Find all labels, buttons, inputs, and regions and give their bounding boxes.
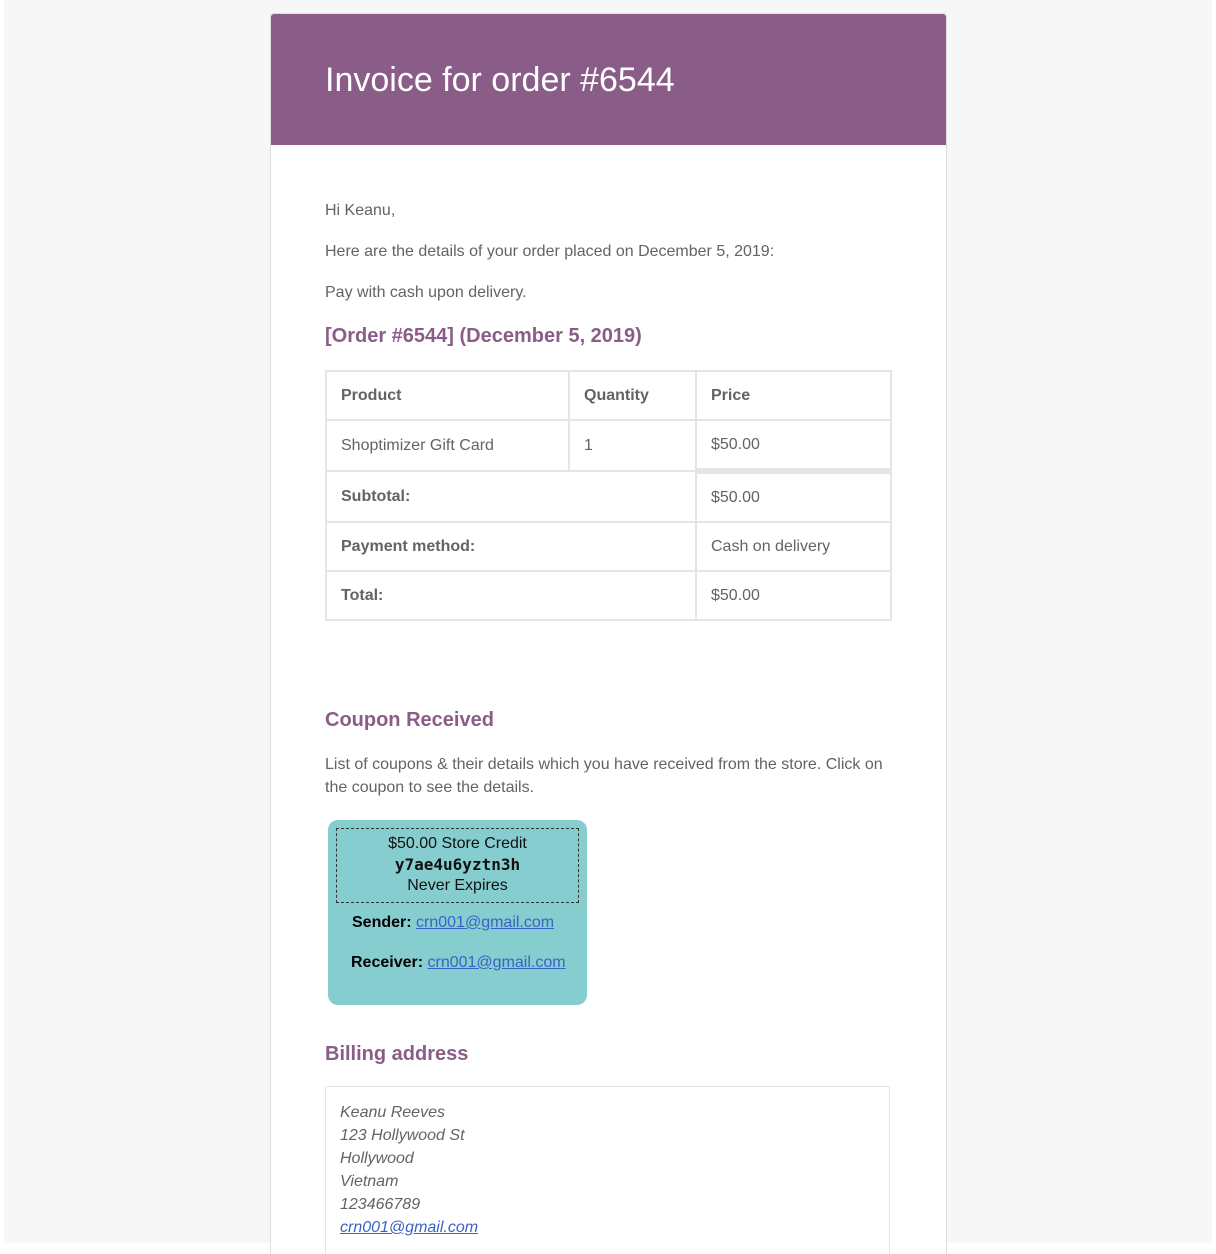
invoice-title: Invoice for order #6544 xyxy=(325,61,675,99)
order-heading: [Order #6544] (December 5, 2019) xyxy=(325,325,642,347)
payment-method-label: Payment method: xyxy=(326,522,696,571)
item-product: Shoptimizer Gift Card xyxy=(326,420,569,471)
coupon-details-box[interactable] xyxy=(336,828,579,903)
sender-label: Sender: xyxy=(352,914,412,931)
payment-note: Pay with cash upon delivery. xyxy=(325,284,527,301)
sender-email-link[interactable]: crn001@gmail.com xyxy=(416,914,555,931)
intro-text: Here are the details of your order placed on December 5, 2019: xyxy=(325,243,775,260)
col-header-quantity: Quantity xyxy=(569,371,696,420)
coupon-heading: Coupon Received xyxy=(325,709,494,731)
col-header-product: Product xyxy=(326,371,569,420)
billing-city: Hollywood xyxy=(340,1150,414,1167)
total-label: Total: xyxy=(326,571,696,620)
subtotal-row xyxy=(326,471,891,522)
billing-address-box xyxy=(325,1086,890,1254)
table-row xyxy=(326,420,891,471)
payment-method-row xyxy=(326,522,891,571)
billing-phone: 123466789 xyxy=(340,1196,421,1213)
item-quantity: 1 xyxy=(569,420,696,471)
email-card xyxy=(270,13,947,1254)
subtotal-value: $50.00 xyxy=(696,471,891,522)
coupon-card[interactable] xyxy=(328,820,587,1005)
table-header-row xyxy=(326,371,891,420)
greeting-text: Hi Keanu, xyxy=(325,202,396,219)
billing-email-link[interactable]: crn001@gmail.com xyxy=(340,1219,479,1236)
billing-heading: Billing address xyxy=(325,1043,469,1065)
total-row xyxy=(326,571,891,620)
receiver-label: Receiver: xyxy=(351,954,424,971)
billing-name: Keanu Reeves xyxy=(340,1104,445,1121)
coupon-amount: $50.00 Store Credit xyxy=(388,835,527,852)
coupon-receiver xyxy=(351,954,566,972)
coupon-code: y7ae4u6yztn3h xyxy=(394,855,521,874)
total-value: $50.00 xyxy=(696,571,891,620)
order-table xyxy=(325,370,892,621)
email-header xyxy=(271,14,946,145)
receiver-email-link[interactable]: crn001@gmail.com xyxy=(427,954,566,971)
subtotal-label: Subtotal: xyxy=(326,471,696,522)
coupon-expiry: Never Expires xyxy=(407,877,508,894)
billing-country: Vietnam xyxy=(340,1173,399,1190)
item-price: $50.00 xyxy=(696,420,891,471)
payment-method-value: Cash on delivery xyxy=(696,522,891,571)
coupon-description: List of coupons & their details which you have received from the store. Click on the coupon to see the details. xyxy=(325,756,883,796)
col-header-price: Price xyxy=(696,371,891,420)
coupon-sender xyxy=(352,914,554,932)
billing-street: 123 Hollywood St xyxy=(340,1127,465,1144)
